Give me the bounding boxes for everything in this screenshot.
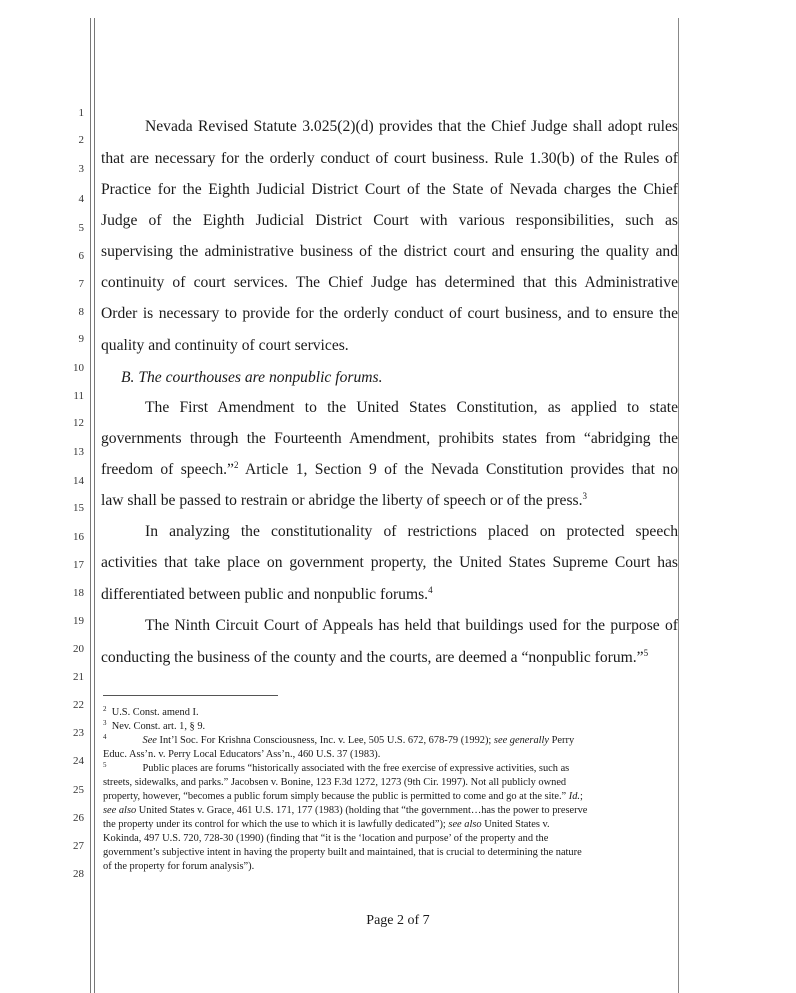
left-margin-rule-outer [90, 18, 91, 993]
line-number: 24 [73, 755, 84, 767]
signal-see-also: see also [448, 819, 482, 830]
line-number: 12 [73, 417, 84, 429]
section-heading-b: B. The courthouses are nonpublic forums. [121, 369, 383, 386]
signal-see: See [142, 735, 157, 746]
signal-see-generally: see generally [493, 735, 550, 746]
footnote-ref: 4 [428, 585, 433, 595]
line-number: 7 [78, 278, 84, 290]
body-line: supervising the administrative business of the district court and ensuring the quality and [101, 243, 678, 260]
body-line: Practice for the Eighth Judicial District Court of the State of Nevada charges the Chief [101, 181, 678, 198]
body-line: Nevada Revised Statute 3.025(2)(d) provides that the Chief Judge shall adopt rules [145, 118, 678, 135]
line-number: 1 [78, 107, 84, 119]
text-run: freedom of speech.” [101, 461, 234, 478]
page-number-footer: Page 2 of 7 [366, 913, 430, 928]
body-line: Judge of the Eighth Judicial District Court with various responsibilities, such as [101, 212, 678, 229]
line-number: 16 [73, 531, 84, 543]
footnote-number: 3 [103, 720, 107, 727]
line-number: 11 [73, 390, 84, 402]
footnote-text: United States v. [481, 819, 550, 830]
line-number: 17 [73, 559, 84, 571]
footnote-5-cont: of the property for forum analysis”). [103, 861, 255, 872]
line-number: 14 [73, 475, 84, 487]
footnote-5-cont: Kokinda, 497 U.S. 720, 728-30 (1990) (finding that “it is the ‘location and purpose’ of the property and the [103, 833, 549, 844]
line-number: 2 [78, 134, 84, 146]
footnote-text: Public places are forums “historically associated with the free exercise of expressive activities, such as [142, 763, 570, 774]
text-run: Article 1, Section 9 of the Nevada Constitution provides that no [238, 461, 678, 478]
line-number: 28 [73, 868, 84, 880]
footnote-ref: 5 [643, 648, 649, 658]
footnote-ref: 2 [233, 460, 239, 470]
signal-id: Id. [568, 791, 581, 802]
line-number: 4 [78, 193, 84, 205]
left-margin-rule-inner [94, 18, 95, 993]
line-number: 9 [78, 333, 84, 345]
body-line [101, 648, 678, 668]
line-number: 23 [73, 727, 84, 739]
body-line: quality and continuity of court services. [101, 337, 349, 354]
footnote-text: Perry [549, 735, 575, 746]
line-number: 3 [78, 163, 84, 175]
footnote-number: 5 [103, 762, 107, 769]
footnote-text: ; [580, 791, 583, 802]
body-line: that are necessary for the orderly conduct of court business. Rule 1.30(b) of the Rules of [101, 150, 678, 167]
footnote-text: U.S. Const. amend I. [111, 707, 199, 718]
line-number: 21 [73, 671, 84, 683]
footnote-5-cont: streets, sidewalks, and parks.” Jacobsen v. Bonine, 123 F.3d 1272, 1273 (9th Cir. 1997). Not all publicly owned [103, 777, 567, 788]
line-number: 20 [73, 643, 84, 655]
footnote-5-cont [103, 804, 678, 817]
body-line: The Ninth Circuit Court of Appeals has held that buildings used for the purpose of [145, 617, 678, 634]
line-number: 6 [78, 250, 84, 262]
line-number: 5 [78, 222, 84, 234]
footnote-number: 2 [103, 706, 107, 713]
body-line: In analyzing the constitutionality of restrictions placed on protected speech [145, 523, 678, 540]
line-number: 22 [73, 699, 84, 711]
body-line: Order is necessary to provide for the orderly conduct of court business, and to ensure the [101, 305, 678, 322]
footnote-separator [103, 695, 278, 696]
line-number: 18 [73, 587, 84, 599]
line-number: 26 [73, 812, 84, 824]
footnote-4-cont: Educ. Ass’n. v. Perry Local Educators’ Ass’n., 460 U.S. 37 (1983). [103, 749, 381, 760]
footnote-5-cont [103, 818, 678, 831]
footnote-number: 4 [103, 734, 107, 741]
text-run: differentiated between public and nonpublic forums. [101, 586, 429, 603]
body-line [101, 491, 678, 511]
body-line: activities that take place on government property, the United States Supreme Court has [101, 554, 678, 571]
footnote-5-cont [103, 790, 678, 803]
line-number: 19 [73, 615, 84, 627]
body-line [101, 585, 678, 605]
body-line: The First Amendment to the United States Constitution, as applied to state [145, 399, 678, 416]
footnote-3 [103, 720, 678, 733]
footnote-text: Int’l Soc. For Krishna Consciousness, Inc. v. Lee, 505 U.S. 672, 678-79 (1992); [156, 735, 494, 746]
footnote-ref: 3 [582, 491, 588, 501]
line-number: 25 [73, 784, 84, 796]
body-line: governments through the Fourteenth Amendment, prohibits states from “abridging the [101, 430, 678, 447]
body-line [101, 460, 678, 480]
footnote-4 [103, 734, 678, 747]
footnote-text: United States v. Grace, 461 U.S. 171, 177 (1983) (holding that “the government…has the power to preserve [136, 805, 588, 816]
line-number: 15 [73, 502, 84, 514]
line-number: 8 [78, 306, 84, 318]
footnote-2 [103, 706, 678, 719]
footnote-5 [103, 762, 678, 775]
right-margin-rule [678, 18, 679, 993]
line-number: 10 [73, 362, 84, 374]
text-run: conducting the business of the county and the courts, are deemed a “nonpublic forum.” [101, 649, 644, 666]
signal-see-also: see also [103, 805, 137, 816]
text-run: law shall be passed to restrain or abridge the liberty of speech or of the press. [101, 492, 583, 509]
line-number: 27 [73, 840, 84, 852]
footnote-text: property, however, “becomes a public forum simply because the public is permitted to come and go at the site.” [103, 791, 569, 802]
footnote-text: Nev. Const. art. 1, § 9. [111, 721, 206, 732]
footnote-text: the property under its control for which the use to which it is lawfully dedicated”); [103, 819, 449, 830]
line-number: 13 [73, 446, 84, 458]
body-line: continuity of court services. The Chief Judge has determined that this Administrative [101, 274, 678, 291]
footnote-5-cont: government’s subjective intent in having the property built and maintained, that is crucial to determining the nature [103, 847, 582, 858]
